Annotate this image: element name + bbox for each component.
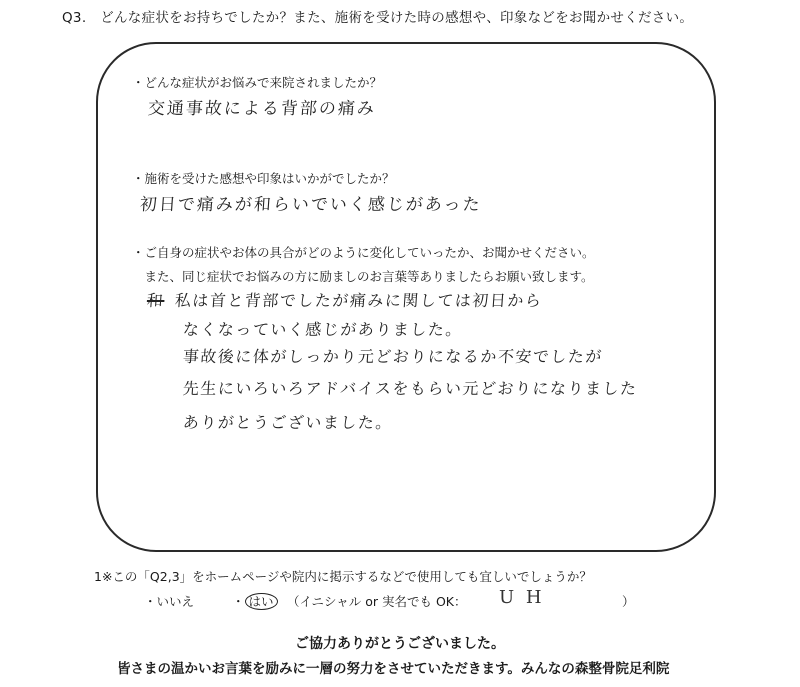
prompt-impression: ・施術を受けた感想や印象はいかがでしたか？ xyxy=(132,171,395,186)
handwritten-line-3: 事故後に体がしっかり元どおりになるか不安でしたが xyxy=(182,347,604,366)
handwritten-line-1: 私は首と背部でしたが痛みに関しては初日から xyxy=(174,291,544,310)
clinic-message: 皆さまの温かいお言葉を励みに一層の努力をさせていただきます。みんなの森整骨院足利院 xyxy=(117,661,670,677)
handwritten-line-4: 先生にいろいろアドバイスをもらい元どおりになりました xyxy=(182,379,639,398)
handwritten-line-5: ありがとうございました。 xyxy=(182,413,394,432)
option-yes[interactable] xyxy=(232,592,278,610)
thanks-message: ご協力ありがとうございました。 xyxy=(295,636,505,652)
option-yes-bullet: ・ xyxy=(232,594,245,609)
handwritten-answer-symptom: 交通事故による背部の痛み xyxy=(147,99,377,119)
prompt-change: ・ご自身の症状やお体の具合がどのように変化していったか、お聞かせください。 xyxy=(132,245,595,260)
initials-note: （イニシャル or 実名でも OK： xyxy=(287,594,467,609)
prompt-encouragement: また、同じ症状でお悩みの方に励ましのお言葉等ありましたらお願い致します。 xyxy=(132,269,594,284)
option-no[interactable]: ・いいえ xyxy=(144,594,195,609)
option-yes-circled: はい xyxy=(245,593,278,610)
handwritten-line-2: なくなっていく感じがありました。 xyxy=(182,320,464,339)
consent-question: 1※この「Q2,3」をホームページや院内に掲示するなどで使用しても宜しいでしょうか？ xyxy=(94,569,592,584)
struck-character: 和 xyxy=(146,291,166,310)
initials-handwritten: U H xyxy=(499,587,545,608)
prompt-symptom: ・どんな症状がお悩みで来院されましたか？ xyxy=(132,75,383,90)
handwritten-answer-impression: 初日で痛みが和らいでいく感じがあった xyxy=(139,195,483,215)
initials-close-paren: ） xyxy=(622,594,635,609)
question-title: Q3. どんな症状をお持ちでしたか？また、施術を受けた時の感想や、印象などをお聞かせください。 xyxy=(62,10,694,26)
